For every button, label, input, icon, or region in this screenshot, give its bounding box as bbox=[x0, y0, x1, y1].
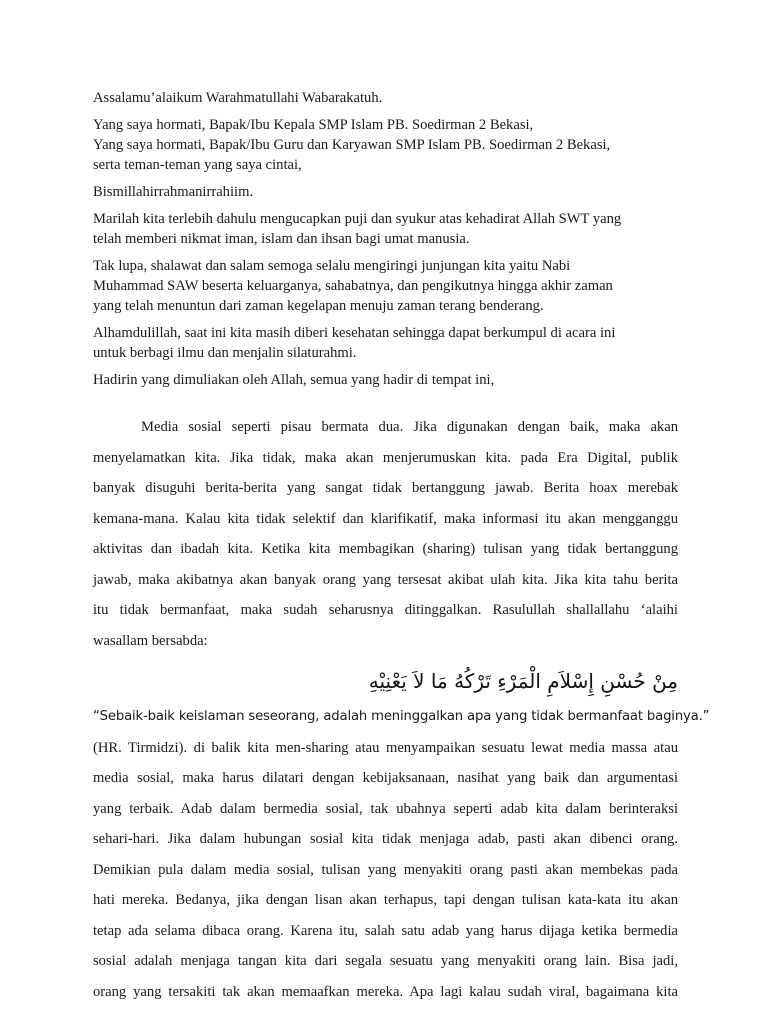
basmalah-text: Bismillahirrahmanirrahiim. bbox=[93, 184, 254, 200]
greeting-text: Assalamu’alaikum Warahmatullahi Wabarakatuh. bbox=[93, 90, 383, 106]
paragraph-line: untuk berbagi ilmu dan menjalin silaturahmi. bbox=[93, 345, 357, 361]
opening-paragraph-4 bbox=[93, 370, 678, 390]
basmalah bbox=[93, 182, 678, 202]
paragraph-line: Muhammad SAW beserta keluarganya, sahabatnya, dan pengikutnya hingga akhir zaman bbox=[93, 278, 613, 294]
paragraph-line: telah memberi nikmat iman, islam dan ihsan bagi umat manusia. bbox=[93, 231, 470, 247]
body-line: (HR. Tirmidzi). di balik kita men-sharing atau menyampaikan sesuatu lewat media massa atau bbox=[93, 739, 678, 756]
hadith-translation: “Sebaik-baik keislaman seseorang, adalah meninggalkan apa yang tidak bermanfaat baginya.” bbox=[93, 709, 710, 724]
opening-paragraph-2 bbox=[93, 256, 678, 316]
body-line: hati mereka. Bedanya, jika dengan lisan akan terhapus, tapi dengan tulisan kata-kata itu akan bbox=[93, 892, 678, 908]
addressee-line: serta teman-teman yang saya cintai, bbox=[93, 157, 302, 173]
body-line: orang yang tersakiti tak akan memaafkan mereka. Apa lagi kalau sudah viral, bagaimana kita bbox=[93, 983, 678, 1000]
body-line: banyak disuguhi berita-berita yang sangat tidak bertanggung jawab. Berita hoax merebak bbox=[93, 480, 678, 496]
body-line: tetap ada selama dibaca orang. Karena itu, salah satu adab yang harus dijaga ketika bermedia bbox=[93, 922, 678, 939]
body-line: menyelamatkan kita. Jika tidak, maka akan menjerumuskan kita. pada Era Digital, publik bbox=[93, 449, 678, 466]
addressee-line: Yang saya hormati, Bapak/Ibu Kepala SMP Islam PB. Soedirman 2 Bekasi, bbox=[93, 117, 534, 133]
body-line: kemana-mana. Kalau kita tidak selektif dan klarifikatif, maka informasi itu akan mengganggu bbox=[93, 510, 678, 527]
body-line: media sosial, maka harus dilatari dengan kebijaksanaan, nasihat yang baik dan argumentasi bbox=[93, 770, 678, 786]
paragraph-line: Alhamdulillah, saat ini kita masih diberi kesehatan sehingga dapat berkumpul di acara ini bbox=[93, 325, 616, 341]
body-line: wasallam bersabda: bbox=[93, 632, 208, 649]
addressees bbox=[93, 115, 678, 175]
paragraph-line: yang telah menuntun dari zaman kegelapan menuju zaman terang benderang. bbox=[93, 298, 544, 314]
paragraph-line: Tak lupa, shalawat dan salam semoga selalu mengiringi junjungan kita yaitu Nabi bbox=[93, 258, 571, 274]
body-line: sosial adalah menjaga tangan kita dari segala sesuatu yang menyakiti orang lain. Bisa jadi, bbox=[93, 953, 678, 969]
addressee-line: Yang saya hormati, Bapak/Ibu Guru dan Karyawan SMP Islam PB. Soedirman 2 Bekasi, bbox=[93, 137, 611, 153]
greeting bbox=[93, 88, 678, 108]
body-line: aktivitas dan ibadah kita. Ketika kita membagikan (sharing) tulisan yang tidak bertanggung bbox=[93, 541, 678, 557]
body-line: Media sosial seperti pisau bermata dua. Jika digunakan dengan baik, maka akan bbox=[141, 419, 678, 435]
hadith-arabic: مِنْ حُسْنِ إِسْلاَمِ الْمَرْءِ تَرْكُهُ مَا لاَ يَعْنِيْهِ bbox=[368, 669, 678, 693]
body-paragraph-2 bbox=[93, 702, 710, 1007]
body-line: Demikian pula dalam media sosial, tulisan yang menyakiti orang pasti akan membekas pada bbox=[93, 861, 678, 878]
body-line: itu tidak bermanfaat, maka sudah seharusnya ditinggalkan. Rasulullah shallallahu ‘alaihi bbox=[93, 602, 678, 618]
body-line: jawab, maka akibatnya akan banyak orang yang tersesat akibat ulah kita. Jika kita tahu berita bbox=[93, 571, 678, 588]
paragraph-line: Hadirin yang dimuliakan oleh Allah, semua yang hadir di tempat ini, bbox=[93, 372, 495, 388]
opening-paragraph-3 bbox=[93, 323, 678, 363]
paragraph-line: Marilah kita terlebih dahulu mengucapkan puji dan syukur atas kehadirat Allah SWT yang bbox=[93, 211, 622, 227]
opening-paragraph-1 bbox=[93, 209, 678, 249]
body-paragraph-1 bbox=[93, 412, 678, 656]
body-line: sehari-hari. Jika dalam hubungan sosial kita tidak menjaga adab, pasti akan dibenci orang. bbox=[93, 831, 678, 847]
body-line: yang terbaik. Adab dalam bermedia sosial, tak ubahnya seperti adab kita dalam berinteraksi bbox=[93, 800, 678, 817]
